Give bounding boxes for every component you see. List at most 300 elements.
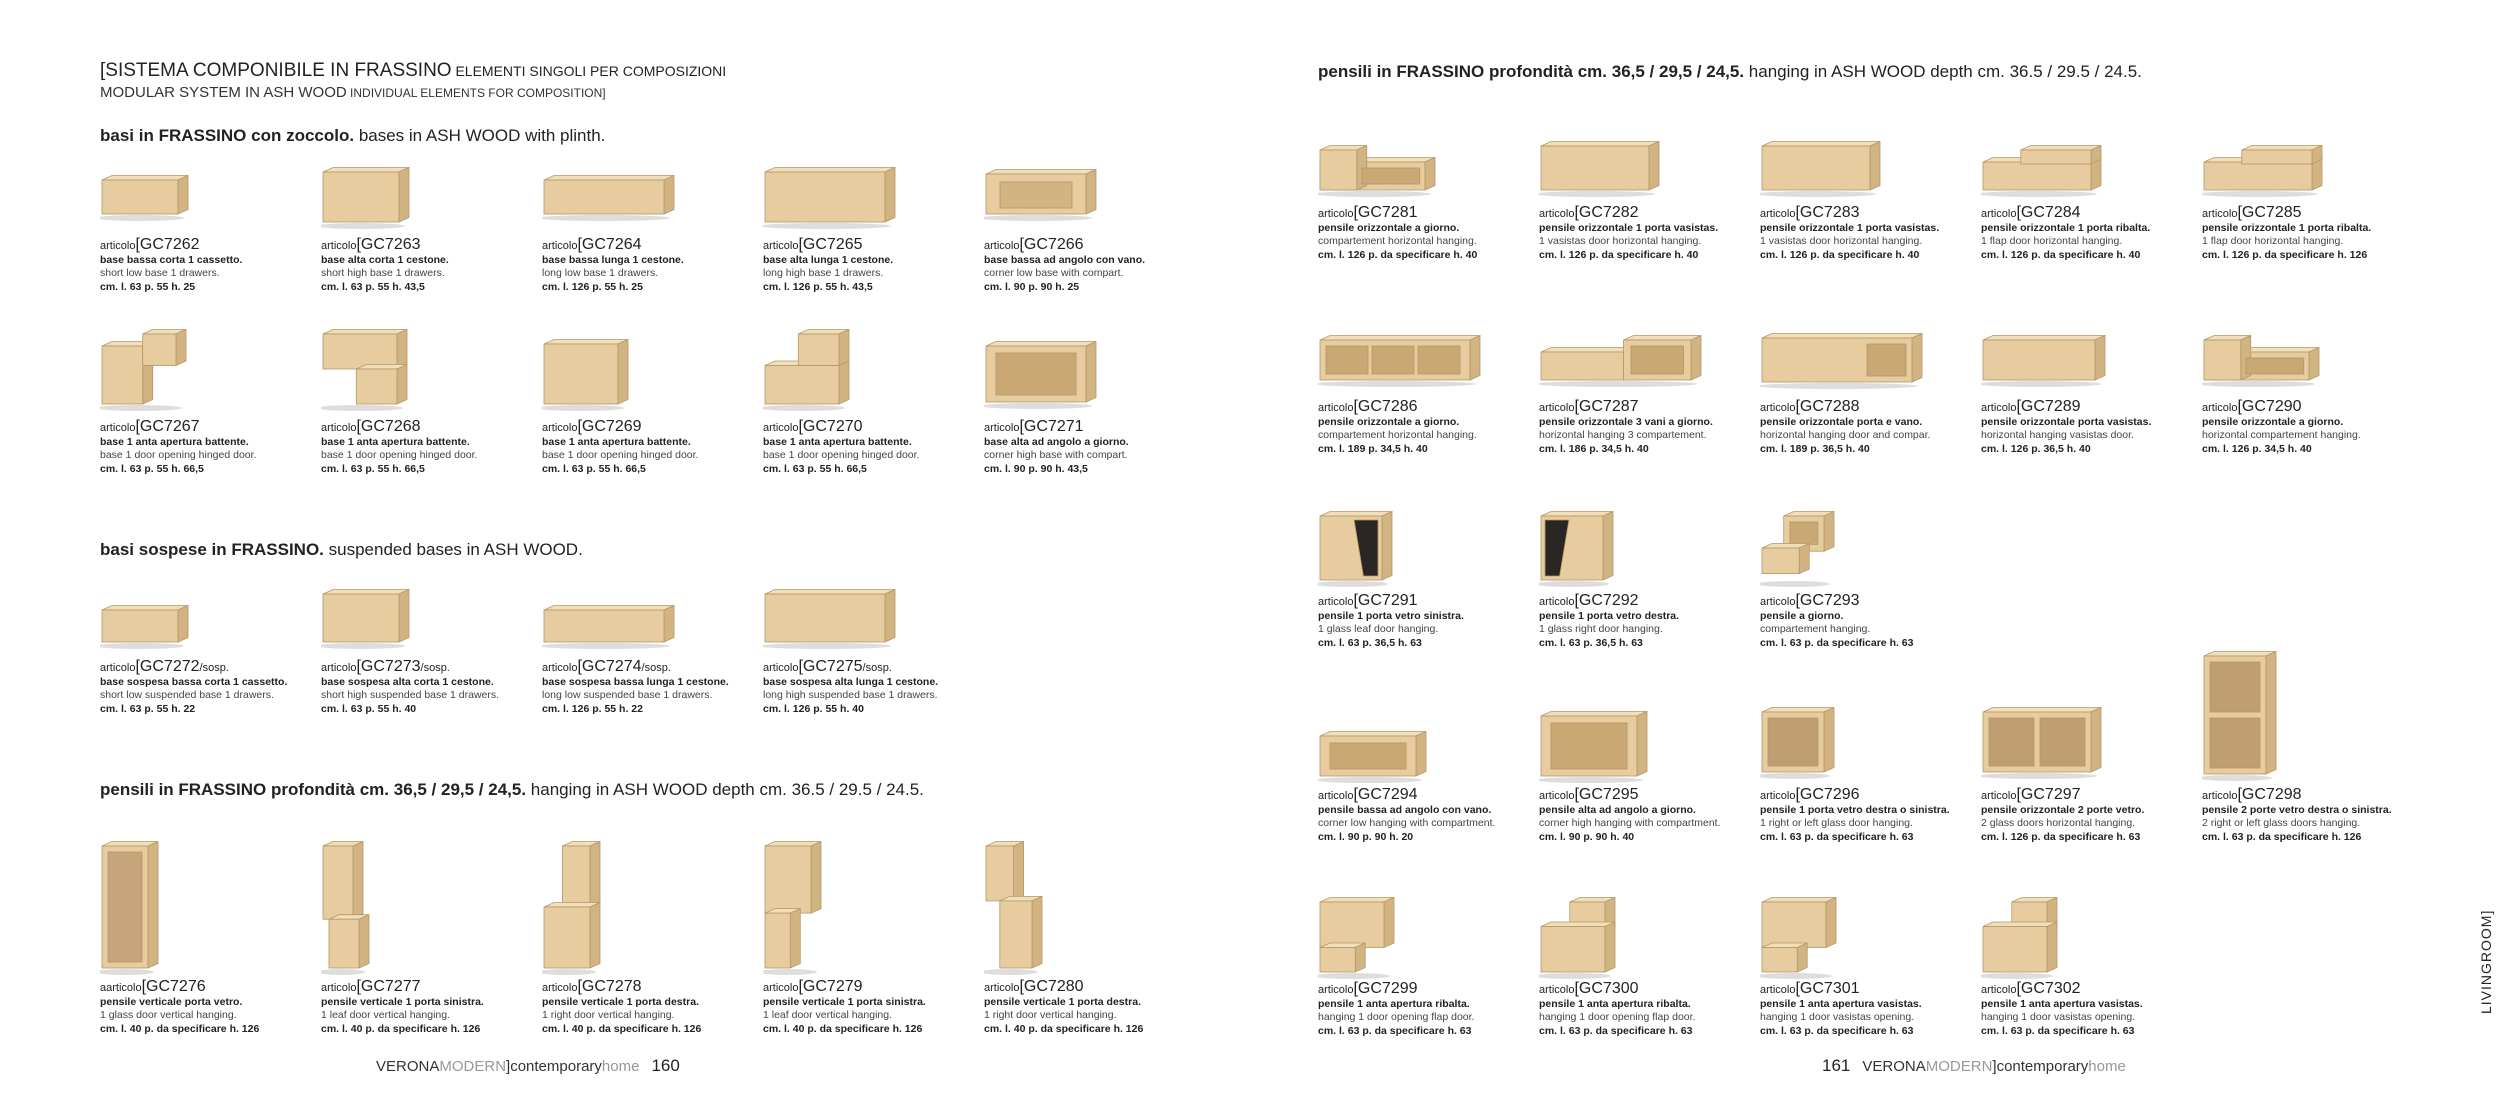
article-prefix: articolo (1539, 402, 1575, 414)
product-illustration (763, 580, 907, 654)
article-suffix: /sosp. (420, 662, 450, 674)
floor-shadow (1981, 973, 2053, 979)
floor-shadow (1539, 777, 1643, 783)
dimensions: cm. l. 90 p. 90 h. 43,5 (984, 462, 1088, 475)
furniture-side (399, 168, 409, 223)
floor-shadow (1539, 381, 1697, 387)
article-prefix: articolo (321, 662, 357, 674)
furniture-top (2204, 652, 2276, 657)
dimensions: cm. l. 40 p. da specificare h. 126 (100, 1022, 260, 1035)
furniture-front (1762, 948, 1797, 973)
furniture-front (1762, 146, 1870, 190)
furniture-front (765, 913, 790, 968)
furniture-front (1541, 927, 1605, 973)
floor-shadow (1318, 973, 1390, 979)
article-prefix: articolo (542, 240, 578, 252)
article-code: GC7294 (1357, 786, 1418, 803)
product-caption (1760, 982, 1980, 1038)
floor-shadow (1760, 773, 1830, 779)
description-english: long low suspended base 1 drawers. (542, 689, 713, 701)
furniture-front (323, 846, 353, 919)
article-prefix: articolo (1760, 402, 1796, 414)
furniture-top (1541, 512, 1613, 517)
floor-shadow (321, 223, 405, 229)
description-italian: pensile verticale 1 porta sinistra. (321, 995, 484, 1008)
furniture-front (986, 846, 1014, 901)
furniture-side (1032, 896, 1042, 968)
dimensions: cm. l. 126 p. 55 h. 25 (542, 280, 643, 293)
article-code-line (1539, 400, 1759, 416)
dimensions: cm. l. 63 p. 55 h. 66,5 (763, 462, 867, 475)
product-caption (1318, 982, 1538, 1038)
product-illustration (984, 332, 1108, 414)
furniture-side (1384, 898, 1394, 948)
furniture-top (544, 606, 674, 611)
article-code: GC7290 (2241, 398, 2302, 415)
article-prefix: articolo (1318, 402, 1354, 414)
furniture-front (1541, 352, 1624, 380)
article-prefix: articolo (984, 240, 1020, 252)
dimensions: cm. l. 126 p. 36,5 h. 40 (1981, 442, 2091, 455)
article-code: GC7281 (1357, 204, 1418, 221)
floor-shadow (1981, 191, 2097, 197)
floor-shadow (542, 969, 596, 975)
article-code-line (542, 980, 762, 996)
dimensions: cm. l. 63 p. 55 h. 40 (321, 702, 417, 715)
product-illustration (542, 596, 686, 654)
floor-shadow (1981, 773, 2097, 779)
article-prefix: articolo (1318, 984, 1354, 996)
article-code-line (1760, 594, 1980, 610)
article-code-line (1318, 594, 1538, 610)
article-code: GC7269 (581, 418, 642, 435)
bracket-glyph: [ (1795, 980, 1800, 997)
bracket-glyph: [ (798, 236, 803, 253)
article-code-line (1981, 206, 2201, 222)
article-prefix: articolo (2202, 208, 2238, 220)
description-english: short low suspended base 1 drawers. (100, 689, 274, 701)
side-tab-livingroom: LIVINGROOM] (2478, 909, 2494, 1014)
furniture-side (1014, 842, 1024, 901)
description-italian: pensile 1 porta vetro sinistra. (1318, 609, 1464, 622)
glass-door (1768, 718, 1818, 766)
description-english: hanging 1 door opening flap door. (1318, 1011, 1475, 1023)
furniture-top (102, 606, 188, 611)
product-illustration (1539, 702, 1659, 788)
description-italian: pensile orizzontale 3 vani a giorno. (1539, 415, 1713, 428)
furniture-side (397, 330, 407, 370)
furniture-front (323, 172, 399, 222)
open-compartment (1362, 168, 1420, 184)
floor-shadow (100, 215, 184, 221)
description-italian: base 1 anta apertura battente. (100, 435, 249, 448)
article-prefix: articolo (100, 422, 136, 434)
article-code-line (2202, 206, 2422, 222)
product-caption (1539, 594, 1759, 650)
dimensions: cm. l. 63 p. 55 h. 66,5 (100, 462, 204, 475)
dimensions: cm. l. 63 p. 36,5 h. 63 (1318, 636, 1422, 649)
dimensions: cm. l. 63 p. da specificare h. 63 (1981, 1024, 2135, 1037)
article-prefix: articolo (1318, 596, 1354, 608)
furniture-side (2095, 336, 2105, 381)
article-code-line (542, 660, 762, 676)
article-code-line (321, 420, 541, 436)
article-code-line (321, 238, 541, 254)
furniture-top (323, 168, 409, 173)
floor-shadow (1760, 581, 1830, 587)
article-code: GC7289 (2020, 398, 2081, 415)
article-code-line (1318, 400, 1538, 416)
bracket-glyph: [ (798, 658, 803, 675)
description-italian: pensile orizzontale 1 porta ribalta. (2202, 221, 2372, 234)
description-italian: pensile orizzontale 2 porte vetro. (1981, 803, 2145, 816)
floor-shadow (1760, 191, 1876, 197)
furniture-top (1320, 732, 1426, 737)
section-heading-suspended: basi sospese in FRASSINO. suspended bases in ASH WOOD. (100, 540, 583, 559)
product-illustration (1318, 722, 1438, 788)
dimensions: cm. l. 63 p. da specificare h. 126 (2202, 830, 2362, 843)
furniture-front (562, 846, 590, 907)
furniture-top (1541, 348, 1634, 353)
product-caption (1981, 206, 2201, 262)
furniture-top (1320, 512, 1392, 517)
bracket-glyph: [ (2237, 398, 2242, 415)
furniture-side (839, 330, 849, 366)
article-code-line (1760, 206, 1980, 222)
product-caption (321, 660, 541, 716)
furniture-side (885, 168, 895, 223)
article-code: GC7286 (1357, 398, 1418, 415)
article-prefix: articolo (321, 422, 357, 434)
article-prefix: articolo (2202, 402, 2238, 414)
description-english: hanging 1 door vasistas opening. (1981, 1011, 2136, 1023)
article-code: GC7292 (1578, 592, 1639, 609)
article-code: GC7277 (360, 978, 421, 995)
description-english: base 1 door opening hinged door. (763, 449, 920, 461)
article-code: GC7301 (1799, 980, 1860, 997)
description-italian: pensile orizzontale porta vasistas. (1981, 415, 2152, 428)
product-caption (100, 980, 320, 1036)
article-code-line (100, 980, 320, 996)
article-code-line (1760, 400, 1980, 416)
bracket-glyph: [ (2016, 980, 2021, 997)
description-english: short high base 1 drawers. (321, 267, 445, 279)
floor-shadow (2202, 381, 2315, 387)
floor-shadow (1760, 973, 1832, 979)
product-illustration (542, 166, 686, 226)
article-code-line (1981, 788, 2201, 804)
article-prefix: articolo (763, 240, 799, 252)
furniture-front (2204, 162, 2312, 190)
furniture-front (2242, 150, 2312, 164)
description-italian: base bassa corta 1 cassetto. (100, 253, 243, 266)
article-code-line (100, 238, 320, 254)
bracket-glyph: [ (798, 978, 803, 995)
product-illustration (1760, 324, 1934, 394)
open-compartment (1790, 522, 1818, 544)
article-code-line (763, 660, 983, 676)
furniture-side (590, 842, 600, 908)
description-english: compartement horizontal hanging. (1318, 235, 1477, 247)
furniture-side (353, 842, 363, 920)
product-illustration (100, 832, 170, 980)
furniture-top (323, 590, 409, 595)
product-illustration (2202, 326, 2331, 392)
article-prefix: aarticolo (100, 982, 142, 994)
product-caption (1760, 400, 1980, 456)
furniture-side (1603, 512, 1613, 581)
product-caption (984, 980, 1204, 1036)
dimensions: cm. l. 189 p. 34,5 h. 40 (1318, 442, 1428, 455)
article-code-line (1760, 788, 1980, 804)
description-italian: pensile verticale 1 porta sinistra. (763, 995, 926, 1008)
furniture-top (1541, 712, 1647, 717)
furniture-top (1762, 334, 1922, 339)
floor-shadow (984, 215, 1092, 221)
description-english: base 1 door opening hinged door. (100, 449, 257, 461)
dimensions: cm. l. 63 p. 55 h. 22 (100, 702, 196, 715)
open-compartment (1000, 182, 1072, 208)
product-illustration (542, 832, 612, 980)
bracket-glyph: [ (1353, 786, 1358, 803)
article-code-line (1981, 982, 2201, 998)
furniture-top (323, 330, 407, 335)
description-english: corner high base with compart. (984, 449, 1128, 461)
dimensions: cm. l. 186 p. 34,5 h. 40 (1539, 442, 1649, 455)
furniture-top (1762, 708, 1834, 713)
bracket-glyph: [ (1795, 204, 1800, 221)
product-illustration (321, 832, 375, 980)
description-italian: pensile 2 porte vetro destra o sinistra. (2202, 803, 2392, 816)
product-illustration (1318, 136, 1447, 202)
description-italian: pensile orizzontale a giorno. (1318, 415, 1460, 428)
bracket-glyph: [ (1795, 786, 1800, 803)
furniture-side (885, 590, 895, 643)
bracket-glyph: [ (1574, 786, 1579, 803)
furniture-side (839, 361, 849, 404)
description-english: compartement horizontal hanging. (1318, 429, 1477, 441)
furniture-side (359, 915, 369, 968)
furniture-side (1086, 170, 1096, 215)
furniture-side (1470, 336, 1480, 381)
floor-shadow (542, 643, 670, 649)
furniture-front (1762, 902, 1826, 948)
article-prefix: articolo (1539, 984, 1575, 996)
article-code: GC7287 (1578, 398, 1639, 415)
bracket-glyph: [ (2016, 398, 2021, 415)
floor-shadow (321, 643, 405, 649)
article-code-line (542, 420, 762, 436)
description-english: 2 right or left glass doors hanging. (2202, 817, 2361, 829)
article-prefix: articolo (1760, 790, 1796, 802)
description-english: 1 leaf door vertical hanging. (321, 1009, 450, 1021)
article-prefix: articolo (763, 422, 799, 434)
dimensions: cm. l. 63 p. da specificare h. 63 (1760, 1024, 1914, 1037)
product-illustration (1760, 888, 1848, 984)
product-caption (100, 238, 320, 294)
furniture-side (811, 842, 821, 914)
furniture-front (765, 846, 811, 913)
dimensions: cm. l. 63 p. 55 h. 25 (100, 280, 196, 293)
furniture-top (1762, 142, 1880, 147)
furniture-front (1541, 146, 1649, 190)
description-italian: pensile 1 anta apertura vasistas. (1760, 997, 1922, 1010)
article-code-line (1318, 982, 1538, 998)
article-code: GC7272 (139, 658, 200, 675)
catalog-subtitle: MODULAR SYSTEM IN ASH WOOD INDIVIDUAL ELEMENTS FOR COMPOSITION] (100, 84, 606, 101)
product-illustration (1539, 132, 1671, 202)
description-english: horizontal hanging 3 compartement. (1539, 429, 1707, 441)
product-illustration (1760, 698, 1846, 784)
bracket-glyph: [ (1795, 592, 1800, 609)
furniture-side (1086, 342, 1096, 403)
furniture-side (148, 842, 158, 969)
furniture-front (798, 334, 839, 366)
furniture-side (1355, 943, 1365, 972)
product-illustration (2202, 642, 2288, 786)
article-code-line (321, 660, 541, 676)
bracket-glyph: [ (1353, 204, 1358, 221)
article-code-line (100, 420, 320, 436)
floor-shadow (1318, 777, 1422, 783)
description-english: corner high hanging with compartment. (1539, 817, 1721, 829)
description-italian: pensile orizzontale a giorno. (2202, 415, 2344, 428)
footer-brand-left: VERONAMODERN]contemporaryhome (376, 1058, 640, 1075)
article-code: GC7280 (1023, 978, 1084, 995)
floor-shadow (1539, 191, 1655, 197)
product-caption (2202, 788, 2422, 844)
article-prefix: articolo (100, 240, 136, 252)
article-code-line (984, 980, 1204, 996)
section-heading-bases: basi in FRASSINO con zoccolo. bases in ASH WOOD with plinth. (100, 126, 606, 145)
product-caption (984, 238, 1204, 294)
open-compartment (1418, 346, 1460, 374)
product-illustration (2202, 136, 2334, 202)
dimensions: cm. l. 63 p. da specificare h. 63 (1539, 1024, 1693, 1037)
article-code-line (1539, 206, 1759, 222)
article-code-line (2202, 400, 2422, 416)
floor-shadow (321, 405, 403, 411)
dimensions: cm. l. 126 p. da specificare h. 40 (1981, 248, 2141, 261)
dimensions: cm. l. 126 p. 34,5 h. 40 (2202, 442, 2312, 455)
article-code: GC7291 (1357, 592, 1418, 609)
description-italian: pensile 1 anta apertura ribalta. (1318, 997, 1470, 1010)
product-illustration (1981, 326, 2117, 392)
section-heading-hanging-right: pensili in FRASSINO profondità cm. 36,5 / 29,5 / 24,5. hanging in ASH WOOD depth cm. 36.5 / 29.5 / 24.5. (1318, 62, 2142, 81)
article-prefix: articolo (321, 240, 357, 252)
description-english: compartement hanging. (1760, 623, 1871, 635)
furniture-top (765, 168, 895, 173)
bracket-glyph: [ (1353, 592, 1358, 609)
floor-shadow (321, 969, 365, 975)
product-illustration (1318, 326, 1492, 392)
product-caption (2202, 400, 2422, 456)
article-prefix: articolo (542, 982, 578, 994)
furniture-front (102, 346, 143, 404)
description-italian: pensile 1 porta vetro destra. (1539, 609, 1680, 622)
open-compartment (1631, 346, 1684, 374)
description-english: horizontal hanging door and compar. (1760, 429, 1931, 441)
furniture-side (1870, 142, 1880, 191)
article-code: GC7262 (139, 236, 200, 253)
product-illustration (100, 320, 198, 416)
dimensions: cm. l. 126 p. da specificare h. 40 (1539, 248, 1699, 261)
furniture-side (2309, 348, 2319, 381)
product-illustration (1981, 698, 2113, 784)
article-prefix: articolo (763, 982, 799, 994)
description-italian: pensile orizzontale 1 porta ribalta. (1981, 221, 2151, 234)
product-illustration (321, 580, 421, 654)
article-code: GC7268 (360, 418, 421, 435)
furniture-side (618, 340, 628, 405)
article-prefix: articolo (542, 662, 578, 674)
article-code-line (2202, 788, 2422, 804)
product-caption (1760, 788, 1980, 844)
furniture-front (356, 369, 397, 404)
product-caption (2202, 206, 2422, 262)
product-caption (100, 660, 320, 716)
bracket-glyph: [ (356, 418, 361, 435)
product-caption (1981, 982, 2201, 1038)
article-prefix: articolo (100, 662, 136, 674)
bracket-glyph: [ (356, 978, 361, 995)
furniture-front (1320, 902, 1384, 948)
article-code: GC7293 (1799, 592, 1860, 609)
article-code-line (1539, 982, 1759, 998)
furniture-side (1824, 512, 1834, 552)
article-code: GC7278 (581, 978, 642, 995)
dimensions: cm. l. 40 p. da specificare h. 126 (763, 1022, 923, 1035)
furniture-front (1320, 150, 1357, 190)
furniture-front (329, 919, 359, 968)
article-prefix: articolo (1539, 208, 1575, 220)
description-italian: pensile verticale 1 porta destra. (984, 995, 1141, 1008)
article-code: GC7285 (2241, 204, 2302, 221)
article-code: GC7273 (360, 658, 421, 675)
description-english: 1 glass right door hanging. (1539, 623, 1663, 635)
description-italian: pensile verticale porta vetro. (100, 995, 243, 1008)
description-italian: base sospesa bassa corta 1 cassetto. (100, 675, 288, 688)
furniture-top (1762, 898, 1836, 903)
bracket-glyph: [ (577, 418, 582, 435)
article-code-line (763, 238, 983, 254)
description-english: 1 vasistas door horizontal hanging. (1539, 235, 1702, 247)
furniture-side (1797, 943, 1807, 972)
dimensions: cm. l. 63 p. da specificare h. 63 (1760, 636, 1914, 649)
furniture-side (178, 176, 188, 215)
furniture-front (323, 334, 397, 369)
description-italian: pensile orizzontale 1 porta vasistas. (1760, 221, 1940, 234)
article-code: GC7300 (1578, 980, 1639, 997)
furniture-side (664, 606, 674, 643)
article-prefix: articolo (1539, 790, 1575, 802)
product-illustration (763, 832, 833, 980)
article-code: GC7265 (802, 236, 863, 253)
bracket-glyph: [ (2237, 204, 2242, 221)
product-caption (1539, 206, 1759, 262)
product-illustration (1760, 502, 1846, 592)
article-prefix: articolo (984, 982, 1020, 994)
article-code: GC7296 (1799, 786, 1860, 803)
open-compartment (1551, 723, 1627, 769)
furniture-front (765, 366, 839, 405)
article-code: GC7298 (2241, 786, 2302, 803)
furniture-top (986, 170, 1096, 175)
dimensions: cm. l. 63 p. 36,5 h. 63 (1539, 636, 1643, 649)
description-english: horizontal hanging vasistas door. (1981, 429, 2134, 441)
article-code: GC7271 (1023, 418, 1084, 435)
description-italian: pensile verticale 1 porta destra. (542, 995, 699, 1008)
